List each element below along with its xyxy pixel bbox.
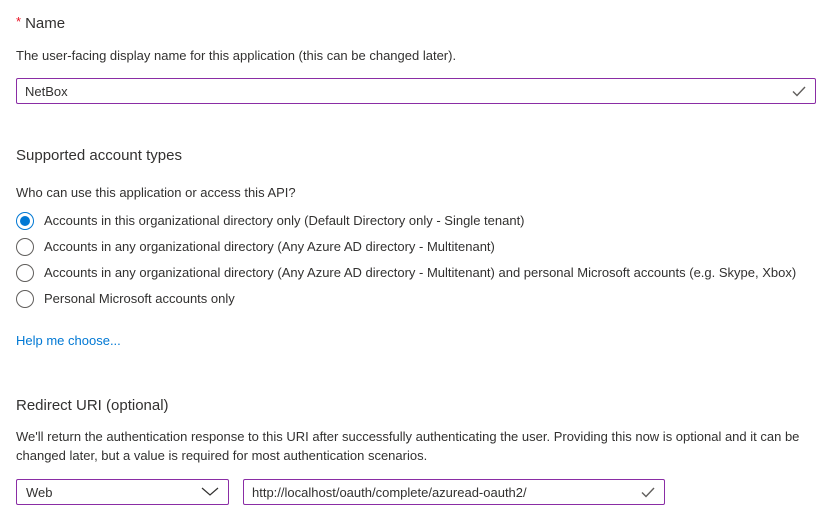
required-asterisk: * [16,14,22,29]
account-types-question: Who can use this application or access this API? [16,185,296,200]
radio-button-icon[interactable] [16,212,34,230]
radio-option-label: Accounts in this organizational directory only (Default Directory only - Single tenant) [44,213,525,228]
platform-select-dropdown[interactable] [16,479,229,505]
help-me-choose-link[interactable]: Help me choose... [16,333,121,348]
radio-option-label: Accounts in any organizational directory (Any Azure AD directory - Multitenant) [44,239,495,254]
radio-button-icon[interactable] [16,238,34,256]
name-section-heading [16,12,816,34]
name-description: The user-facing display name for this application (this can be changed later). [16,48,457,63]
radio-option-single-tenant[interactable] [16,208,816,234]
checkmark-icon [641,487,655,498]
chevron-down-icon [201,483,219,501]
radio-option-multitenant[interactable] [16,234,816,260]
redirect-uri-row [16,479,816,505]
platform-select-value: Web [26,484,53,500]
name-input-container [16,78,816,104]
radio-option-multitenant-personal[interactable] [16,260,816,286]
radio-button-icon[interactable] [16,264,34,282]
redirect-uri-input[interactable] [244,485,641,500]
redirect-uri-heading: Redirect URI (optional) [16,397,169,414]
redirect-uri-description: We'll return the authentication response to this URI after successfully authenticating the user. Providing this now is optional and it can be changed later, but a value is required for most authentication scenarios. [16,429,800,463]
account-types-heading: Supported account types [16,147,182,164]
redirect-uri-input-container [243,479,665,505]
account-types-radio-group [16,208,816,312]
radio-option-label: Accounts in any organizational directory (Any Azure AD directory - Multitenant) and personal Microsoft accounts (e.g. Skype, Xbox) [44,265,797,280]
radio-option-label: Personal Microsoft accounts only [44,291,235,306]
radio-option-personal-only[interactable] [16,286,816,312]
name-input[interactable] [17,84,792,99]
radio-button-icon[interactable] [16,290,34,308]
name-label: Name [25,15,66,32]
checkmark-icon [792,86,806,97]
